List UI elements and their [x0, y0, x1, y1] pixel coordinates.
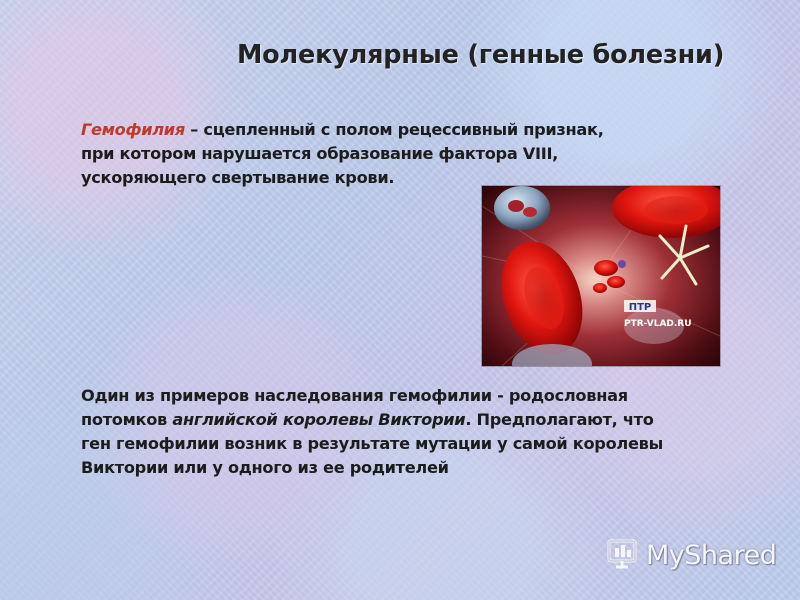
definition-paragraph — [81, 118, 741, 190]
definition-line-1 — [81, 118, 741, 142]
example-line-2-pre: потомков — [81, 410, 173, 429]
definition-line-3: ускоряющего свертывание крови. — [81, 168, 395, 187]
watermark-text: MyShared — [646, 539, 777, 571]
definition-line-2: при котором нарушается образование фактора VIII, — [81, 144, 559, 163]
slide-title: Молекулярные (генные болезни) — [237, 40, 725, 70]
image-logo: ПТР — [628, 302, 652, 313]
myshared-watermark — [606, 537, 776, 573]
definition-line-1-rest: – сцепленный с полом рецессивный признак, — [184, 120, 604, 139]
example-paragraph — [81, 384, 781, 480]
queen-victoria-phrase: английской королевы Виктории — [172, 410, 466, 429]
example-line-1: Один из примеров наследования гемофилии - родословная — [81, 386, 628, 405]
image-site-label: PTR-VLAD.RU — [624, 319, 692, 329]
example-line-3: ген гемофилии возник в результате мутации у самой королевы — [81, 434, 663, 453]
blood-cells-image — [482, 186, 720, 366]
example-line-4: Виктории или у одного из ее родителей — [81, 458, 449, 477]
term-hemophilia: Гемофилия — [81, 120, 185, 139]
presentation-board-icon — [606, 536, 640, 574]
example-line-2 — [81, 408, 781, 432]
example-line-2-post: . Предполагают, что — [465, 410, 654, 429]
